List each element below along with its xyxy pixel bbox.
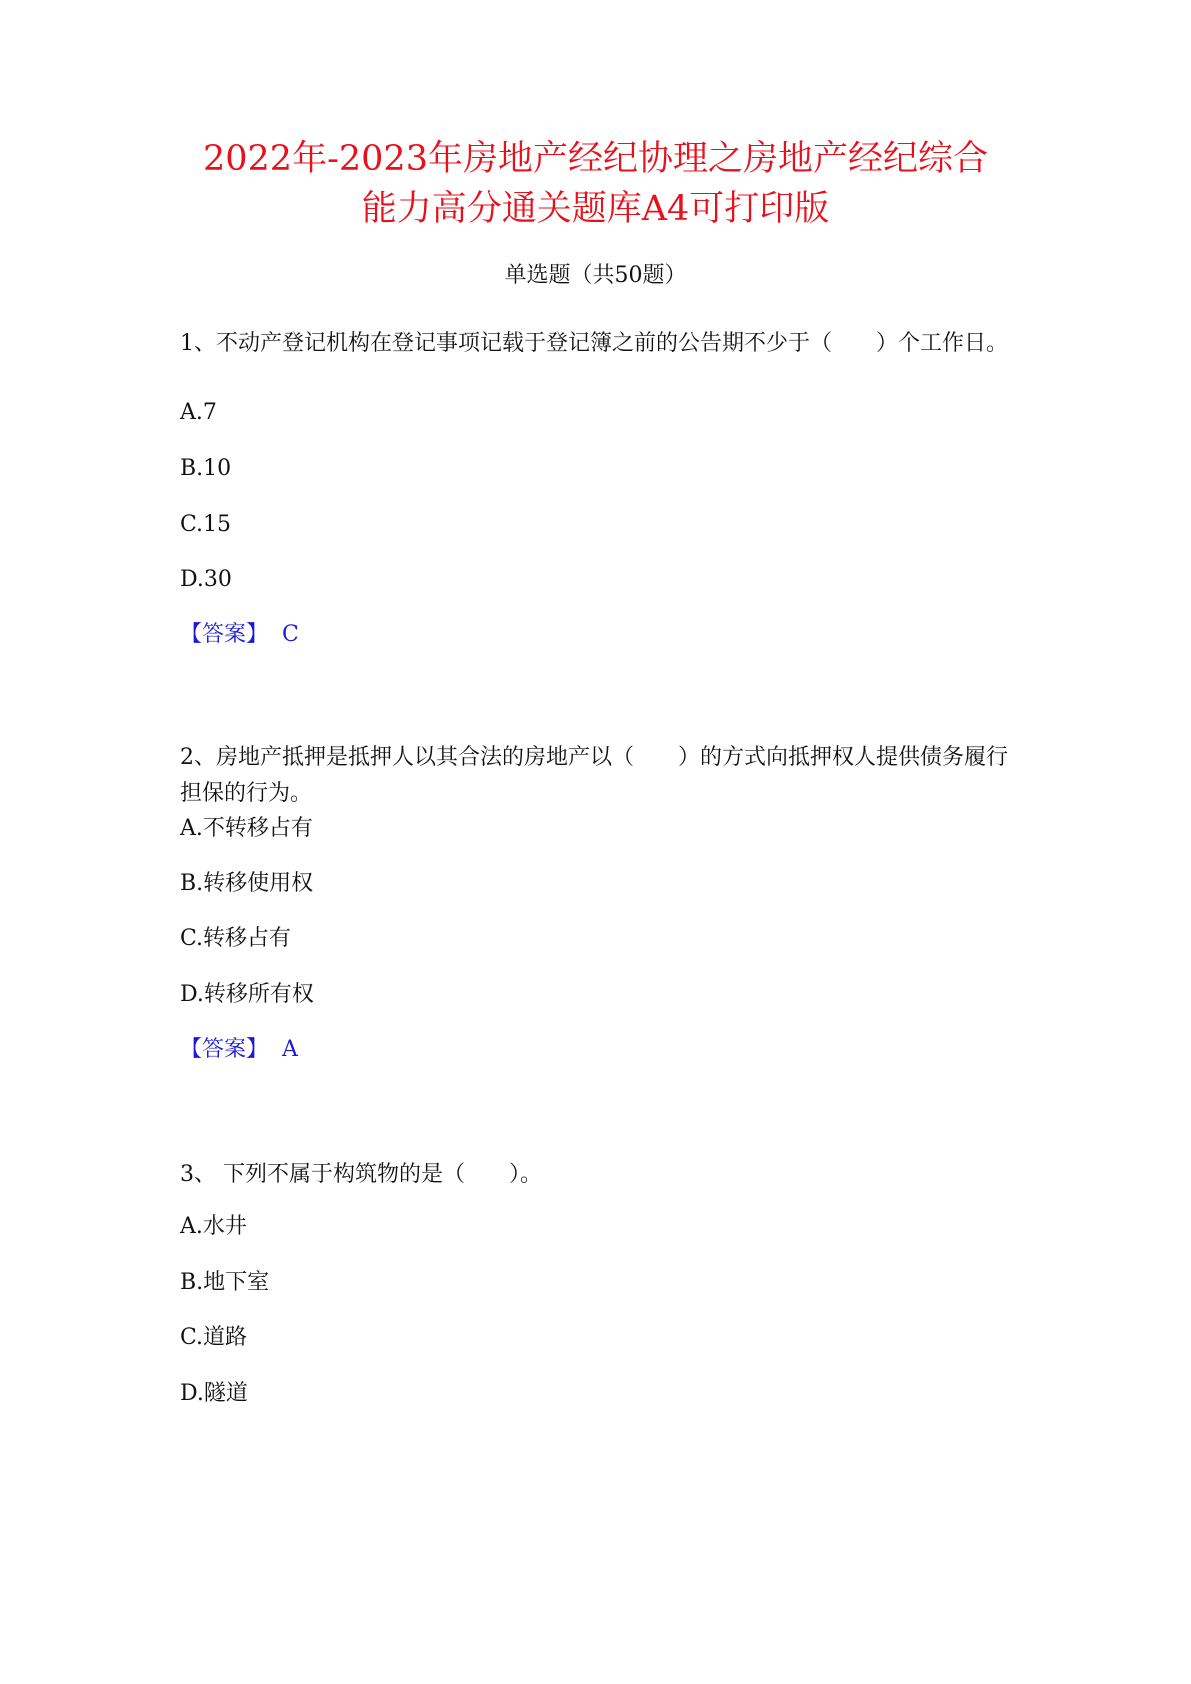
- question-2-option-c: C.转移占有: [180, 926, 292, 951]
- question-3-option-b: B.地下室: [180, 1270, 270, 1295]
- section-heading: 单选题（共50题）: [504, 263, 687, 288]
- question-3-option-d: D.隧道: [180, 1381, 248, 1406]
- question-3-stem: 3、 下列不属于构筑物的是（ ）。: [180, 1162, 542, 1187]
- answer-value: A: [282, 1037, 298, 1062]
- answer-label: 【答案】: [180, 1037, 269, 1062]
- question-1-option-d: D.30: [180, 567, 232, 592]
- answer-value: C: [282, 622, 299, 647]
- question-1-option-b: B.10: [180, 456, 232, 481]
- question-1-stem: 1、不动产登记机构在登记事项记载于登记簿之前的公告期不少于（ ）个工作日。: [180, 331, 1008, 356]
- title-line-2: 能力高分通关题库A4可打印版: [361, 189, 830, 229]
- question-2-option-d: D.转移所有权: [180, 982, 314, 1007]
- question-3-option-c: C.道路: [180, 1325, 248, 1350]
- question-2-stem: 2、房地产抵押是抵押人以其合法的房地产以（ ）的方式向抵押权人提供债务履行担保的行为。: [180, 745, 1008, 806]
- question-2-option-b: B.转移使用权: [180, 871, 314, 896]
- document-title: [150, 134, 1041, 234]
- title-line-1: 2022年-2023年房地产经纪协理之房地产经纪综合: [203, 139, 988, 179]
- question-2-answer: [180, 1035, 298, 1065]
- question-1-option-a: A.7: [180, 400, 217, 425]
- answer-label: 【答案】: [180, 622, 269, 647]
- question-3-option-a: A.水井: [180, 1214, 247, 1239]
- question-1-answer: [180, 620, 299, 650]
- question-1-option-c: C.15: [180, 512, 232, 537]
- question-2-option-a: A.不转移占有: [180, 816, 313, 841]
